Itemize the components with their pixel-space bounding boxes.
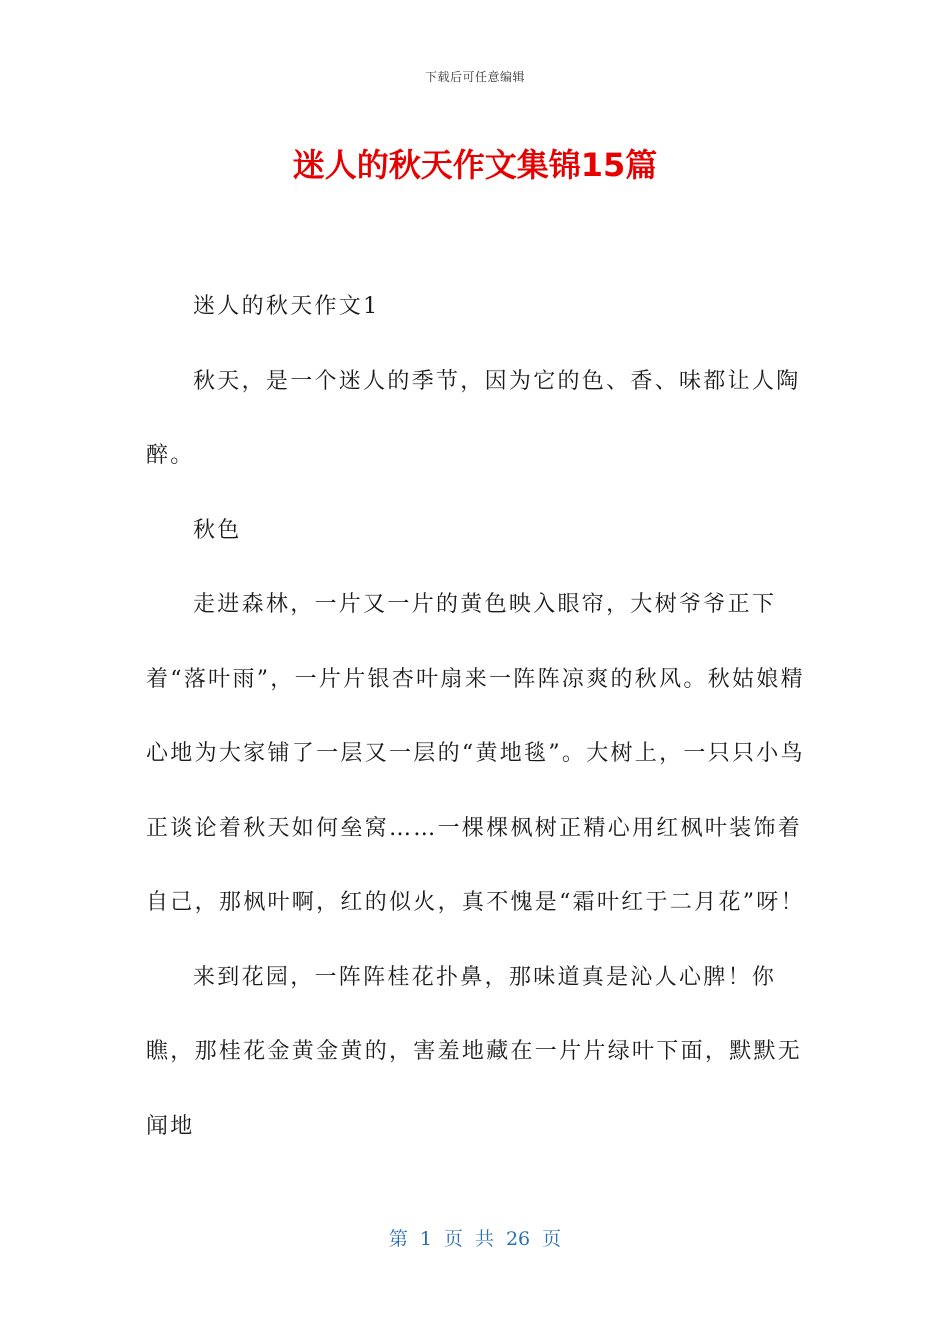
page-label-suffix: 页 <box>542 1228 562 1250</box>
page-label-middle: 页 共 <box>443 1228 494 1250</box>
essay-heading: 迷人的秋天作文1 <box>193 294 380 319</box>
section-heading-autumn-color: 秋色 <box>193 517 242 543</box>
page-header-note: 下载后可任意编辑 <box>424 70 525 84</box>
current-page-number: 1 <box>419 1228 432 1250</box>
document-body <box>146 270 806 1164</box>
total-pages-number: 26 <box>505 1228 531 1250</box>
page-footer <box>0 1224 950 1251</box>
paragraph-forest: 走进森林，一片又一片的黄色映入眼帘，大树爷爷正下着“落叶雨”，一片片银杏叶扇来一阵阵凉爽的秋风。秋姑娘精心地为大家铺了一层又一层的“黄地毯”。大树上，一只只小鸟正谈论着秋天如何垒窝……一棵棵枫树正精心用红枫叶装饰着自己，那枫叶啊，红的似火，真不愧是“霜叶红于二月花”呀！ <box>146 592 805 915</box>
paragraph-garden: 来到花园，一阵阵桂花扑鼻，那味道真是沁人心脾！你瞧，那桂花金黄金黄的，害羞地藏在一片片绿叶下面，默默无闻地 <box>146 964 803 1139</box>
page-label-prefix: 第 <box>388 1228 408 1250</box>
document-title: 迷人的秋天作文集锦15篇 <box>292 146 658 184</box>
paragraph-intro: 秋天，是一个迷人的季节，因为它的色、香、味都让人陶醉。 <box>146 368 801 468</box>
